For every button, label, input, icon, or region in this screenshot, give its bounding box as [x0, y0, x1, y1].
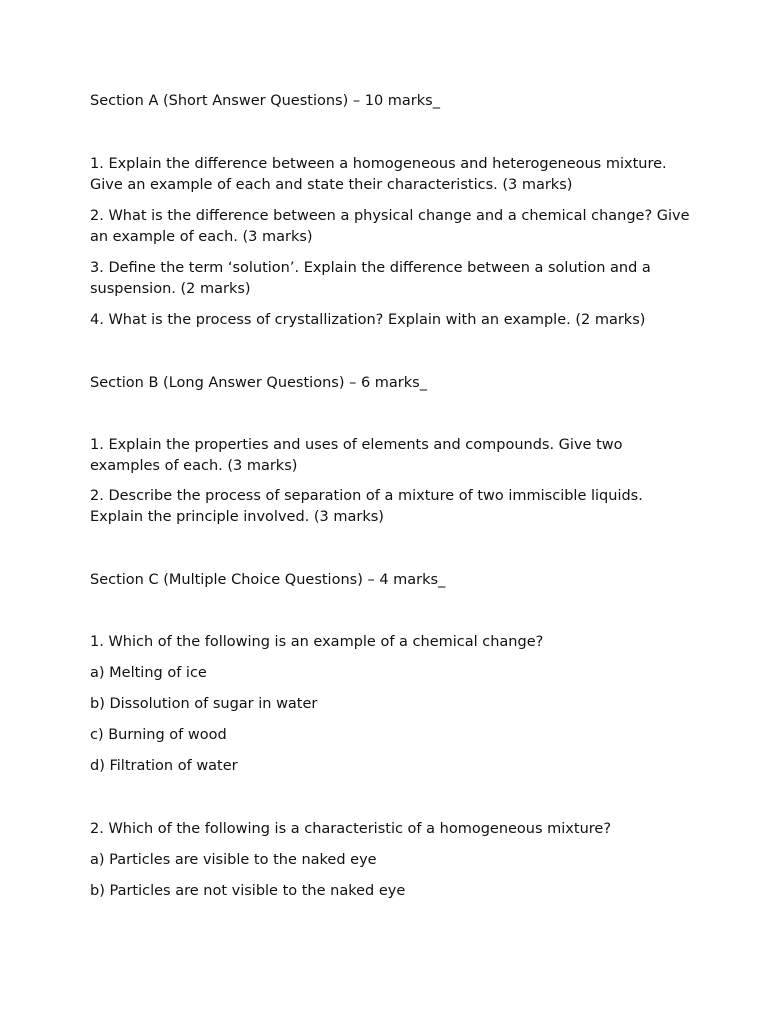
section-c-q1-option-a: a) Melting of ice	[90, 665, 207, 681]
section-c-q1-option-c: c) Burning of wood	[90, 727, 227, 743]
section-b-question-1: 1. Explain the properties and uses of elements and compounds. Give two examples of each. (3 marks)	[90, 437, 623, 474]
section-c-question-1: 1. Which of the following is an example of a chemical change?	[90, 634, 544, 650]
section-a-question-4: 4. What is the process of crystallization? Explain with an example. (2 marks)	[90, 312, 646, 328]
section-c-question-2: 2. Which of the following is a characteristic of a homogeneous mixture?	[90, 821, 612, 837]
section-c-q2-option-a: a) Particles are visible to the naked eye	[90, 852, 377, 868]
section-b-question-2: 2. Describe the process of separation of a mixture of two immiscible liquids. Explain the principle involved. (3 marks)	[90, 488, 643, 525]
section-a-question-1: 1. Explain the difference between a homogeneous and heterogeneous mixture. Give an example of each and state their characteristics. (3 marks)	[90, 156, 667, 193]
section-c-heading: Section C (Multiple Choice Questions) – 4 marks_	[90, 572, 446, 588]
section-c-q1-option-b: b) Dissolution of sugar in water	[90, 696, 318, 712]
section-a-question-2: 2. What is the difference between a physical change and a chemical change? Give an example of each. (3 marks)	[90, 208, 690, 245]
section-c-q1-option-d: d) Filtration of water	[90, 758, 238, 774]
section-b-heading: Section B (Long Answer Questions) – 6 marks_	[90, 375, 427, 391]
section-c-q2-option-b: b) Particles are not visible to the naked eye	[90, 883, 406, 899]
section-a-question-3: 3. Define the term ‘solution’. Explain the difference between a solution and a suspension. (2 marks)	[90, 260, 651, 297]
section-a-heading: Section A (Short Answer Questions) – 10 marks_	[90, 93, 440, 109]
